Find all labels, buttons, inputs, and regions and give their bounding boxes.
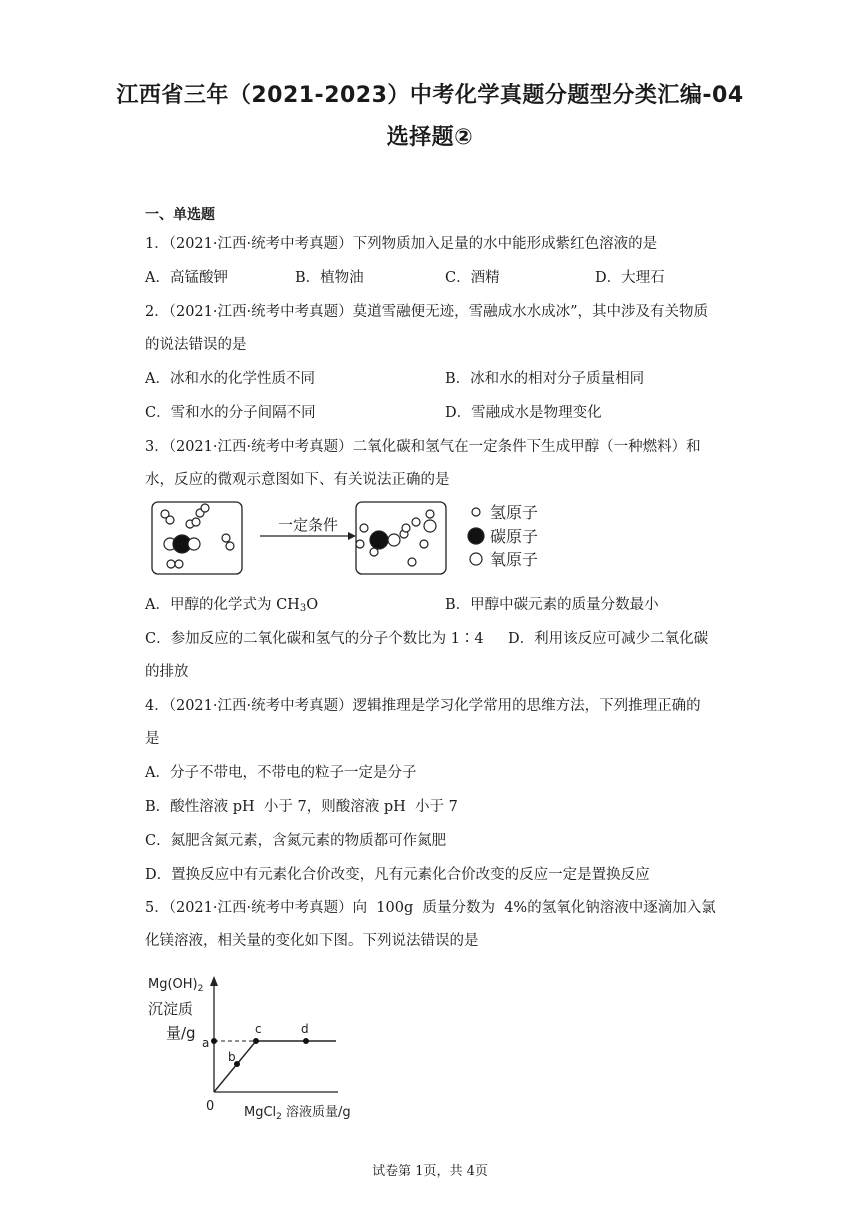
q3-molecule-diagram (148, 496, 568, 582)
h2-molecule (161, 510, 174, 524)
y-axis-label-line3: 量/g (166, 1024, 196, 1042)
q5-stem-line2: 化镁溶液，相关量的变化如下图。下列说法错误的是 (145, 933, 479, 949)
arrow-head (348, 532, 356, 540)
legend-oxygen: 氧原子 (490, 550, 539, 569)
q2-stem-line2: 的说法错误的是 (145, 337, 247, 353)
legend-hydrogen: 氢原子 (490, 503, 539, 522)
q3-option-c: C．参加反应的二氧化碳和氢气的分子个数比为 1∶4 (145, 631, 484, 647)
q4-stem-line1: 4．（2021·江西·统考中考真题）逻辑推理是学习化学常用的思维方法，下列推理正确的 (145, 698, 701, 714)
section-heading: 一、单选题 (145, 207, 215, 223)
q4-option-d: D．置换反应中有元素化合价改变，凡有元素化合价改变的反应一定是置换反应 (145, 867, 650, 883)
page-title-line1: 江西省三年（2021-2023）中考化学真题分题型分类汇编-04 (116, 83, 744, 108)
q1-option-b: B．植物油 (295, 270, 364, 286)
x-axis-label: MgCl$_2$ 溶液质量/g (244, 1105, 351, 1122)
co2-molecule (164, 535, 200, 553)
page-title-line2: 选择题② (386, 125, 474, 150)
point-b-label: b (228, 1050, 236, 1064)
q3-stem-line1: 3．（2021·江西·统考中考真题）二氧化碳和氢气在一定条件下生成甲醇（一种燃料）和 (145, 439, 701, 455)
h2-molecule (167, 560, 183, 568)
point-c-label: c (255, 1022, 262, 1036)
h2-molecule (222, 534, 234, 550)
precipitate-curve (214, 1041, 336, 1092)
q3-option-a: A．甲醇的化学式为 $CH_3O$ (145, 597, 319, 614)
q5-stem-line1: 5．（2021·江西·统考中考真题）向 100g 质量分数为 4%的氢氧化钠溶液中逐滴加入氯 (145, 900, 716, 916)
q1-option-d: D．大理石 (595, 270, 665, 286)
water-molecule (402, 510, 436, 566)
q3-stem-line2: 水，反应的微观示意图如下、有关说法正确的是 (145, 472, 450, 488)
q2-stem-line1: 2．（2021·江西·统考中考真题）莫道雪融便无迹，雪融成水水成冰”，其中涉及有关物质 (145, 304, 709, 320)
q2-option-c: C．雪和水的分子间隔不同 (145, 405, 316, 421)
hydrogen-atom-icon (472, 508, 480, 516)
q2-option-a: A．冰和水的化学性质不同 (145, 371, 315, 387)
point-d-label: d (301, 1022, 309, 1036)
methanol-molecule (356, 524, 408, 556)
legend-carbon: 碳原子 (490, 527, 539, 546)
carbon-atom-icon (468, 528, 484, 544)
q4-option-a: A．分子不带电，不带电的粒子一定是分子 (145, 765, 417, 781)
q4-option-c: C．氮肥含氮元素，含氮元素的物质都可作氮肥 (145, 833, 447, 849)
q2-option-b: B．冰和水的相对分子质量相同 (445, 371, 645, 387)
q1-option-c: C．酒精 (445, 270, 500, 286)
point-c (253, 1038, 259, 1044)
h2-molecule (196, 504, 209, 517)
q3-option-b: B．甲醇中碳元素的质量分数最小 (445, 597, 659, 613)
h2-molecule (186, 518, 200, 528)
page-footer: 试卷第 1页，共 4页 (372, 1164, 488, 1179)
q4-stem-line2: 是 (145, 731, 160, 747)
q1-option-a: A．高锰酸钾 (145, 270, 228, 286)
point-d (303, 1038, 309, 1044)
q5-precipitate-chart (140, 972, 380, 1122)
point-a-label: a (202, 1036, 210, 1050)
q3-option-d-line2: 的排放 (145, 664, 189, 680)
y-axis-label-line1: $Mg(OH)_2$ (148, 977, 204, 994)
y-axis-arrow (210, 976, 218, 986)
reaction-condition: 一定条件 (277, 516, 339, 534)
origin-label: 0 (206, 1099, 215, 1114)
q3-option-d: D．利用该反应可减少二氧化碳 (508, 631, 709, 647)
point-a (211, 1038, 217, 1044)
q4-option-b: B．酸性溶液 pH 小于 7，则酸溶液 pH 小于 7 (145, 799, 458, 815)
q2-option-d: D．雪融成水是物理变化 (445, 405, 602, 421)
q1-stem: 1．（2021·江西·统考中考真题）下列物质加入足量的水中能形成紫红色溶液的是 (145, 236, 658, 252)
oxygen-atom-icon (470, 553, 482, 565)
y-axis-label-line2: 沉淀质 (148, 1000, 194, 1018)
